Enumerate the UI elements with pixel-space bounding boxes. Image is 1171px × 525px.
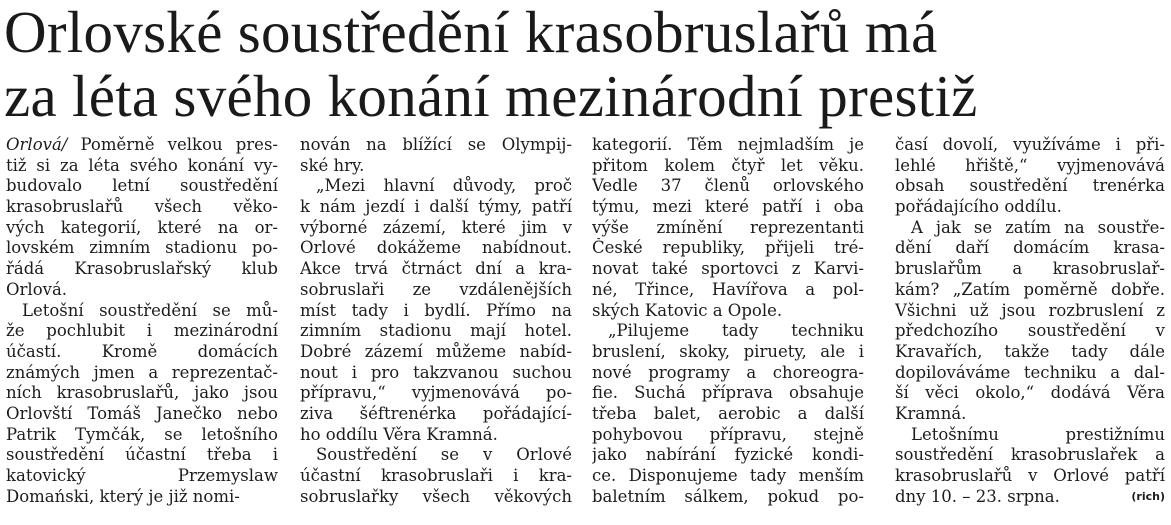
article-text: Patrik Tymčák, se letošního [6, 424, 278, 444]
article-line [6, 383, 278, 404]
article-line [895, 404, 1165, 425]
article-text: Orlová. [6, 279, 68, 299]
article-text: Domański, který je již nomi- [6, 486, 240, 506]
article-text: krasobruslařů v Orlové patří [895, 466, 1165, 485]
article-text: časí dovolí, využíváme i při- [895, 135, 1165, 154]
article-text: krasobruslařů všech věko- [6, 197, 278, 217]
article-line [300, 487, 572, 508]
article-line [895, 301, 1165, 322]
article-column-3 [592, 135, 864, 525]
article-line [300, 280, 572, 301]
article-text: ské hry. [300, 155, 365, 175]
article-text: budovalo letní soustředění [6, 176, 278, 196]
article-line [6, 342, 278, 363]
article-line [592, 342, 864, 363]
article-line [592, 487, 864, 508]
article-text: lehlé hřiště,“ vyjmenovává [895, 155, 1165, 175]
article-line [6, 321, 278, 342]
article-line [592, 466, 864, 487]
article-line [6, 363, 278, 384]
article-text: třeba balet, aerobic a další [592, 403, 864, 423]
article-line [300, 238, 572, 259]
article-text: Kravařích, takže tady dále [895, 341, 1165, 361]
headline-line-1: Orlovské soustředění krasobruslařů má [4, 0, 938, 65]
article-text: Všichni už jsou rozbruslení z [895, 300, 1165, 320]
article-line [6, 197, 278, 218]
article-line [592, 238, 864, 259]
article-text: jako nabírání fyzické kondi- [592, 445, 864, 465]
article-line [6, 425, 278, 446]
article-text: Orlovští Tomáš Janečko nebo [6, 403, 278, 423]
article-text: soustředění krasobruslařek a [895, 445, 1165, 465]
article-text: České republiky, přijeli tré- [592, 238, 864, 258]
article-text: ských Katovic a Opole. [592, 300, 783, 320]
article-line [895, 342, 1165, 363]
article-line [592, 176, 864, 197]
article-line [6, 466, 278, 487]
article-line [592, 383, 864, 404]
article-line [300, 301, 572, 322]
article-line [300, 135, 572, 156]
article-line [895, 466, 1165, 487]
article-line [895, 487, 1165, 508]
article-text: „Mezi hlavní důvody, proč [316, 176, 572, 196]
headline-line-2: za léta svého konání mezinárodní prestiž [4, 63, 978, 129]
article-text: Soustředění se v Orlové [316, 445, 572, 465]
article-line [6, 259, 278, 280]
article-text: známých jmen a reprezentač- [6, 362, 278, 382]
article-text: A jak se zatím na soustře- [911, 217, 1165, 237]
article-line [6, 238, 278, 259]
article-line [895, 363, 1165, 384]
article-text: k nám jezdí i další týmy, patří [300, 197, 572, 217]
article-text: nován na blížící se Olympij- [300, 135, 572, 154]
article-line [300, 383, 572, 404]
article-line [300, 218, 572, 239]
article-line [895, 176, 1165, 197]
article-line [6, 301, 278, 322]
article-line [895, 218, 1165, 239]
article-text: účastí. Kromě domácích [6, 341, 278, 361]
article-line [592, 445, 864, 466]
article-line [895, 238, 1165, 259]
article-line [592, 156, 864, 177]
article-line [300, 466, 572, 487]
article-line [300, 363, 572, 384]
article-text: „Pilujeme tady techniku [608, 321, 864, 341]
article-line [592, 321, 864, 342]
article-line [6, 176, 278, 197]
article-text: Akce trvá čtrnáct dní a kra- [300, 259, 572, 279]
article-text: tiž si za léta svého konání vy- [6, 155, 278, 175]
article-text: ce. Disponujeme tady menším [592, 466, 864, 485]
article-text: že pochlubit i mezinárodní [6, 321, 278, 341]
article-text: bruslení, skoky, piruety, ale i [592, 341, 864, 361]
article-line [6, 487, 278, 508]
article-line [895, 135, 1165, 156]
article-line [300, 445, 572, 466]
article-text: týmu, mezi které patří i oba [592, 197, 864, 217]
article-column-1 [6, 135, 278, 525]
article-text: sobruslařky všech věkových [300, 486, 572, 506]
article-line [895, 197, 1165, 218]
article-line [300, 259, 572, 280]
article-text: nové programy a choreogra- [592, 362, 864, 382]
article-text: Vedle 37 členů orlovského [592, 176, 864, 196]
dateline: Orlová/ [6, 135, 68, 154]
article-column-2 [300, 135, 572, 525]
article-text: předchozího soustředění v [895, 321, 1165, 341]
article-line [592, 404, 864, 425]
article-line [895, 425, 1165, 446]
article-line [592, 218, 864, 239]
article-line [895, 383, 1165, 404]
article-text: účastní krasobruslaři i kra- [300, 466, 572, 485]
article-text: ziva šéftrenérka pořádající- [300, 403, 572, 423]
article-text: vých kategorií, které na or- [6, 217, 278, 237]
article-text: zimním stadionu mají hotel. [300, 321, 572, 341]
article-text: řádá Krasobruslařský klub [6, 259, 278, 279]
article-text: Kramná. [895, 403, 967, 423]
article-line [300, 197, 572, 218]
article-line [895, 259, 1165, 280]
article-line [6, 280, 278, 301]
article-text: né, Třince, Havířova a pol- [592, 279, 864, 299]
article-text: Letošnímu prestižnímu [911, 424, 1165, 444]
article-line [6, 404, 278, 425]
article-line [300, 404, 572, 425]
article-line [6, 135, 278, 156]
article-text: přípravu,“ vyjmenovává po- [300, 383, 572, 403]
article-text: pořádajícího oddílu. [895, 197, 1062, 217]
article-text: bruslařům a krasobruslař- [895, 259, 1165, 279]
article-line [592, 135, 864, 156]
article-text: ních krasobruslařů, jako jsou [6, 383, 278, 403]
author-tag: (rich) [1131, 489, 1165, 503]
article-text: novat také sportovci z Karvi- [592, 259, 864, 279]
article-text: kám? „Zatím poměrně dobře. [895, 279, 1165, 299]
article-text: výborné zázemí, které jim v [300, 217, 572, 237]
article-text: dny 10. – 23. srpna. [895, 486, 1060, 506]
article-text: ho oddílu Věra Kramná. [300, 424, 498, 444]
article-text: míst tady i bydlí. Přímo na [300, 300, 572, 320]
article-text: dopilováváme techniku a dal- [895, 362, 1165, 382]
article-line [592, 197, 864, 218]
article-text: výše zmínění reprezentanti [592, 217, 864, 237]
article-line [592, 259, 864, 280]
article-text: Poměrně velkou pres- [67, 135, 278, 154]
article-line [895, 280, 1165, 301]
article-line [6, 218, 278, 239]
article-text: soustředění účastní třeba i [6, 445, 278, 465]
article-headline [4, 0, 1169, 128]
article-text: lovském zimním stadionu po- [6, 238, 278, 258]
article-line [592, 363, 864, 384]
article-line [300, 176, 572, 197]
article-column-4 [895, 135, 1165, 525]
article-line [6, 445, 278, 466]
article-text: kategorií. Těm nejmladším je [592, 135, 864, 154]
article-text: Dobré zázemí můžeme nabíd- [300, 341, 572, 361]
article-line [592, 280, 864, 301]
article-text: přitom kolem čtyř let věku. [592, 155, 864, 175]
article-line [300, 321, 572, 342]
article-text: Orlové dokážeme nabídnout. [300, 238, 572, 258]
article-line [592, 301, 864, 322]
article-text: pohybovou přípravu, stejně [592, 424, 864, 444]
article-text: ší věci okolo,“ dodává Věra [895, 383, 1165, 403]
article-line [895, 156, 1165, 177]
article-text: fie. Suchá příprava obsahuje [592, 383, 864, 403]
article-line [300, 425, 572, 446]
article-text: dění daří domácím krasa- [895, 238, 1165, 258]
article-text: baletním sálkem, pokud po- [592, 486, 864, 506]
article-text: nout i pro takzvanou suchou [300, 362, 572, 382]
article-line [592, 425, 864, 446]
article-line [300, 342, 572, 363]
article-line [895, 321, 1165, 342]
article-text: Letošní soustředění se mů- [22, 300, 278, 320]
article-line [6, 156, 278, 177]
article-text: katovický Przemyslaw [6, 466, 278, 485]
article-line [300, 156, 572, 177]
article-line [895, 445, 1165, 466]
article-text: obsah soustředění trenérka [895, 176, 1165, 196]
article-text: sobruslaři ze vzdálenějších [300, 279, 572, 299]
